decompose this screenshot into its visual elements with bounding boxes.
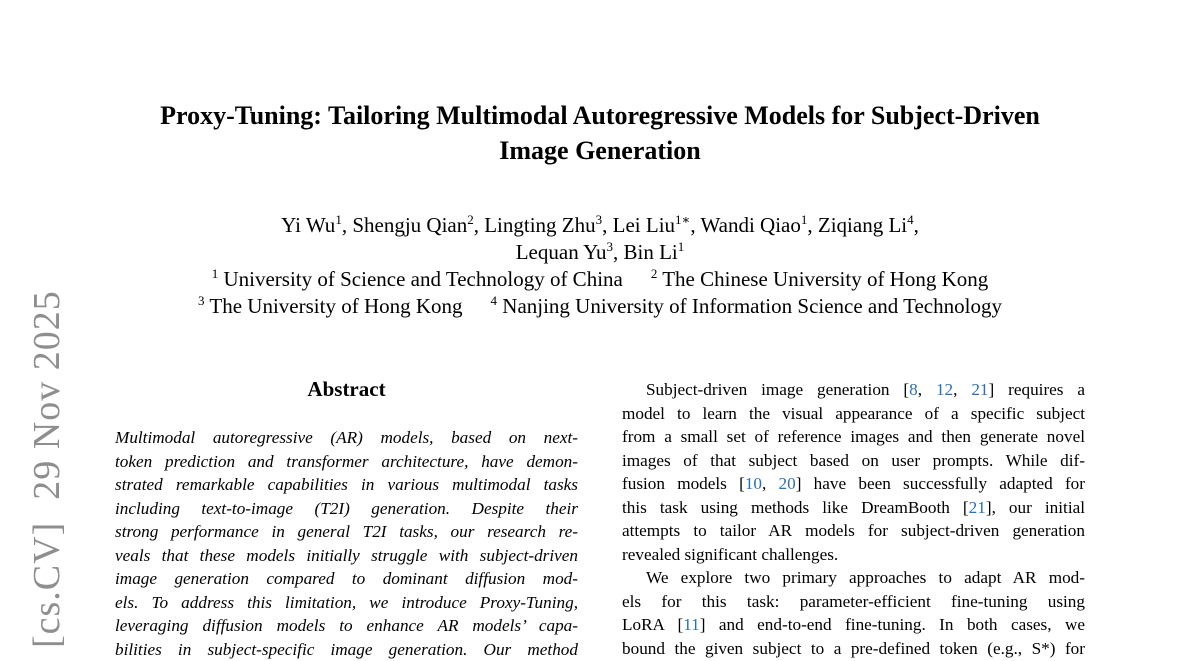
- citation-link[interactable]: 11: [683, 615, 700, 634]
- author-affiliation-mark: 2: [467, 212, 474, 227]
- abstract-line: bilities in subject-specific image generation. Our method: [115, 638, 578, 661]
- author-affiliation-mark: 4: [907, 212, 914, 227]
- intro-line: model to learn the visual appearance of a specific subject: [622, 402, 1085, 426]
- citation-separator: ,: [762, 474, 779, 493]
- intro-line: revealed significant challenges.: [622, 543, 1085, 567]
- author-name: Lei Liu: [613, 213, 675, 237]
- citation-link[interactable]: 21: [969, 498, 986, 517]
- author-affiliation-mark: 3: [607, 239, 614, 254]
- abstract-heading: Abstract: [115, 375, 578, 403]
- abstract-line: token prediction and transformer architecture, have demon-: [115, 450, 578, 474]
- abstract-line: veals that these models initially struggle with subject-driven: [115, 544, 578, 568]
- introduction-body: [622, 378, 1085, 660]
- author-affiliation-mark: 1: [678, 239, 685, 254]
- intro-text: this task using methods like DreamBooth [: [622, 498, 969, 517]
- affiliation-name: Nanjing University of Information Science and Technology: [502, 294, 1002, 318]
- affiliation-mark: 1: [212, 266, 219, 281]
- citation-link[interactable]: 10: [745, 474, 762, 493]
- paper-title: [100, 98, 1100, 168]
- author-name: Yi Wu: [281, 213, 335, 237]
- intro-text: ] and end-to-end fine-tuning. In both cases, we: [700, 615, 1085, 634]
- intro-text: fusion models [: [622, 474, 745, 493]
- abstract-line: image generation compared to dominant diffusion mod-: [115, 567, 578, 591]
- title-line-1: Proxy-Tuning: Tailoring Multimodal Autoregressive Models for Subject-Driven: [100, 98, 1100, 133]
- abstract-line: including text-to-image (T2I) generation. Despite their: [115, 497, 578, 521]
- affiliation-mark: 2: [651, 266, 658, 281]
- author-name: Lingting Zhu: [484, 213, 595, 237]
- intro-line: [622, 378, 1085, 402]
- intro-line: bound the given subject to a pre-defined token (e.g., S*) for: [622, 637, 1085, 661]
- arxiv-side-stamp: [24, 290, 70, 648]
- intro-text: LoRA [: [622, 615, 683, 634]
- intro-line: attempts to tailor AR models for subject-driven generation: [622, 519, 1085, 543]
- intro-line: [622, 613, 1085, 637]
- citation-link[interactable]: 20: [779, 474, 796, 493]
- intro-line: els for this task: parameter-efficient fine-tuning using: [622, 590, 1085, 614]
- author-affiliation-mark: 1: [335, 212, 342, 227]
- affiliation-name: The Chinese University of Hong Kong: [662, 267, 988, 291]
- author-list-line-2: Lequan Yu$^3$, Bin Li$^1$: [100, 239, 1100, 266]
- citation-link[interactable]: 12: [936, 380, 953, 399]
- abstract-body: [115, 426, 578, 661]
- citation-separator: ,: [953, 380, 971, 399]
- affiliation-name: The University of Hong Kong: [209, 294, 462, 318]
- abstract-line: leveraging diffusion models to enhance AR models’ capa-: [115, 614, 578, 638]
- citation-link[interactable]: 8: [909, 380, 918, 399]
- citation-link[interactable]: 21: [971, 380, 988, 399]
- author-block: [100, 212, 1100, 320]
- title-line-2: Image Generation: [100, 133, 1100, 168]
- affiliation-line-1: [100, 266, 1100, 293]
- author-name: Ziqiang Li: [818, 213, 907, 237]
- intro-text: ] have been successfully adapted for: [796, 474, 1085, 493]
- intro-line: from a small set of reference images and then generate novel: [622, 425, 1085, 449]
- affiliation-mark: 3: [198, 293, 205, 308]
- intro-line: We explore two primary approaches to adapt AR mod-: [622, 566, 1085, 590]
- affiliation-mark: 4: [491, 293, 498, 308]
- author-list-line-1: Yi Wu$^1$, Shengju Qian$^2$, Lingting Zhu$^3$, Lei Liu$^{1∗}$, Wandi Qiao$^1$, Ziqiang Li$^4$,: [100, 212, 1100, 239]
- abstract-line: Multimodal autoregressive (AR) models, based on next-: [115, 426, 578, 450]
- affiliation-name: University of Science and Technology of China: [223, 267, 622, 291]
- intro-line: images of that subject based on user prompts. While dif-: [622, 449, 1085, 473]
- author-name: Lequan Yu: [516, 240, 607, 264]
- author-affiliation-mark: 1∗: [675, 212, 690, 227]
- abstract-line: strong performance in general T2I tasks, our research re-: [115, 520, 578, 544]
- citation-separator: ,: [918, 380, 936, 399]
- author-name: Wandi Qiao: [701, 213, 801, 237]
- author-affiliation-mark: 3: [596, 212, 603, 227]
- author-affiliation-mark: 1: [801, 212, 808, 227]
- intro-text: ], our initial: [986, 498, 1085, 517]
- intro-line: [622, 496, 1085, 520]
- abstract-line: strated remarkable capabilities in various multimodal tasks: [115, 473, 578, 497]
- author-name: Shengju Qian: [352, 213, 467, 237]
- intro-text: Subject-driven image generation [: [646, 380, 909, 399]
- affiliation-line-2: [100, 293, 1100, 320]
- arxiv-category: [cs.CV]: [26, 522, 68, 648]
- abstract-line: els. To address this limitation, we introduce Proxy-Tuning,: [115, 591, 578, 615]
- author-name: Bin Li: [624, 240, 678, 264]
- arxiv-date: 29 Nov 2025: [26, 290, 68, 499]
- intro-text: ] requires a: [989, 380, 1086, 399]
- intro-line: [622, 472, 1085, 496]
